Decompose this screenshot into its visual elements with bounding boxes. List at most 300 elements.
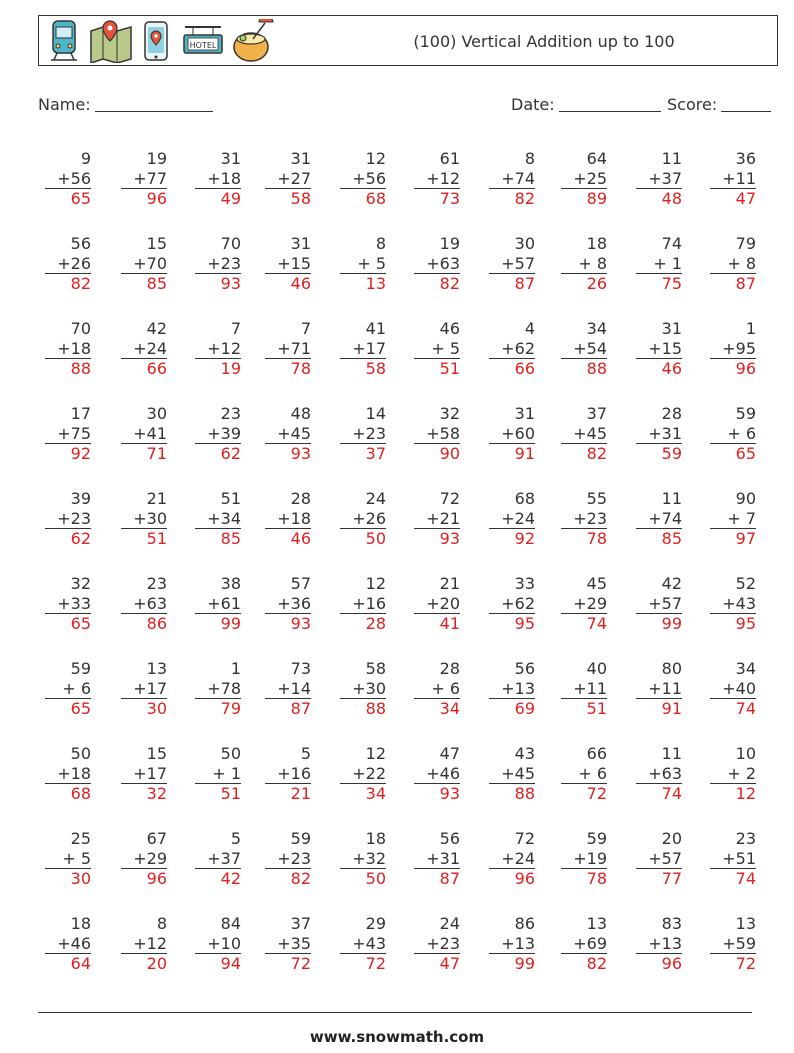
answer: 85 bbox=[195, 528, 241, 549]
addition-problem bbox=[636, 914, 682, 974]
addend-bottom: +27 bbox=[277, 168, 311, 188]
addition-problem bbox=[710, 149, 756, 209]
addition-problem bbox=[340, 914, 386, 974]
addition-problem bbox=[561, 319, 607, 379]
addition-problem bbox=[414, 574, 460, 634]
addend-top: 43 bbox=[514, 744, 535, 763]
answer: 19 bbox=[195, 358, 241, 379]
answer: 72 bbox=[265, 953, 311, 974]
addition-problem bbox=[265, 319, 311, 379]
addend-top: 34 bbox=[735, 659, 756, 678]
addend-top: 13 bbox=[735, 914, 756, 933]
addend-bottom: +22 bbox=[352, 763, 386, 783]
addition-problem bbox=[489, 659, 535, 719]
score-line[interactable] bbox=[721, 95, 771, 112]
addend-bottom: +23 bbox=[573, 508, 607, 528]
addend-top: 48 bbox=[290, 404, 311, 423]
addend-bottom: +17 bbox=[133, 763, 167, 783]
addition-problem bbox=[121, 574, 167, 634]
answer: 46 bbox=[636, 358, 682, 379]
addition-problem bbox=[636, 234, 682, 294]
addition-problem bbox=[710, 744, 756, 804]
addend-bottom: +95 bbox=[722, 338, 756, 358]
addend-top: 13 bbox=[146, 659, 167, 678]
answer: 65 bbox=[45, 188, 91, 209]
addition-problem bbox=[195, 319, 241, 379]
addend-bottom: +51 bbox=[722, 848, 756, 868]
addend-top: 11 bbox=[661, 744, 682, 763]
addend-bottom: +39 bbox=[207, 423, 241, 443]
addend-bottom: +23 bbox=[207, 253, 241, 273]
answer: 91 bbox=[489, 443, 535, 464]
answer: 96 bbox=[121, 188, 167, 209]
addition-problem bbox=[710, 574, 756, 634]
addend-bottom: +25 bbox=[573, 168, 607, 188]
addition-problem bbox=[195, 744, 241, 804]
answer: 93 bbox=[265, 613, 311, 634]
addend-top: 59 bbox=[735, 404, 756, 423]
addition-problem bbox=[121, 404, 167, 464]
addend-top: 36 bbox=[735, 149, 756, 168]
addend-bottom: +32 bbox=[352, 848, 386, 868]
answer: 20 bbox=[121, 953, 167, 974]
answer: 88 bbox=[489, 783, 535, 804]
addend-bottom: +56 bbox=[57, 168, 91, 188]
answer: 71 bbox=[121, 443, 167, 464]
addition-problem bbox=[710, 404, 756, 464]
addend-bottom: +78 bbox=[207, 678, 241, 698]
addend-bottom: +45 bbox=[501, 763, 535, 783]
addend-bottom: +31 bbox=[648, 423, 682, 443]
addend-bottom: +13 bbox=[648, 933, 682, 953]
addition-problem bbox=[489, 744, 535, 804]
addend-top: 15 bbox=[146, 234, 167, 253]
addition-problem bbox=[195, 829, 241, 889]
worksheet-title: (100) Vertical Addition up to 100 bbox=[413, 32, 675, 51]
answer: 50 bbox=[340, 868, 386, 889]
answer: 92 bbox=[45, 443, 91, 464]
addition-problem bbox=[265, 744, 311, 804]
addend-bottom: +40 bbox=[722, 678, 756, 698]
answer: 93 bbox=[195, 273, 241, 294]
answer: 91 bbox=[636, 698, 682, 719]
svg-text:HOTEL: HOTEL bbox=[189, 41, 217, 50]
answer: 48 bbox=[636, 188, 682, 209]
addend-top: 31 bbox=[290, 149, 311, 168]
addend-bottom: + 6 bbox=[62, 678, 91, 698]
answer: 92 bbox=[489, 528, 535, 549]
addition-problem bbox=[340, 489, 386, 549]
addend-bottom: +18 bbox=[57, 338, 91, 358]
date-field bbox=[511, 93, 661, 114]
addend-bottom: +61 bbox=[207, 593, 241, 613]
addend-bottom: +12 bbox=[133, 933, 167, 953]
score-field bbox=[667, 93, 771, 114]
addend-top: 45 bbox=[586, 574, 607, 593]
answer: 34 bbox=[340, 783, 386, 804]
addend-bottom: +26 bbox=[352, 508, 386, 528]
name-label: Name: bbox=[38, 95, 91, 114]
answer: 96 bbox=[636, 953, 682, 974]
addend-top: 52 bbox=[735, 574, 756, 593]
addition-problem bbox=[414, 319, 460, 379]
answer: 75 bbox=[636, 273, 682, 294]
answer: 87 bbox=[710, 273, 756, 294]
addition-problem bbox=[195, 574, 241, 634]
answer: 73 bbox=[414, 188, 460, 209]
train-icon bbox=[47, 19, 87, 63]
answer: 88 bbox=[561, 358, 607, 379]
addend-bottom: +71 bbox=[277, 338, 311, 358]
addend-top: 32 bbox=[439, 404, 460, 423]
addition-problem bbox=[45, 744, 91, 804]
addition-problem bbox=[45, 659, 91, 719]
addition-problem bbox=[45, 574, 91, 634]
addend-bottom: +30 bbox=[133, 508, 167, 528]
answer: 28 bbox=[340, 613, 386, 634]
addend-bottom: +41 bbox=[133, 423, 167, 443]
addend-top: 50 bbox=[70, 744, 91, 763]
name-line[interactable] bbox=[95, 95, 213, 112]
addend-top: 74 bbox=[661, 234, 682, 253]
addition-problem bbox=[45, 149, 91, 209]
addition-problem bbox=[710, 829, 756, 889]
answer: 47 bbox=[414, 953, 460, 974]
addition-problem bbox=[340, 149, 386, 209]
addend-top: 86 bbox=[514, 914, 535, 933]
addend-top: 18 bbox=[70, 914, 91, 933]
addend-top: 72 bbox=[514, 829, 535, 848]
answer: 62 bbox=[45, 528, 91, 549]
answer: 82 bbox=[561, 443, 607, 464]
date-line[interactable] bbox=[559, 95, 661, 112]
addition-problem bbox=[414, 404, 460, 464]
answer: 87 bbox=[489, 273, 535, 294]
addend-top: 21 bbox=[439, 574, 460, 593]
addition-problem bbox=[45, 404, 91, 464]
addend-top: 19 bbox=[146, 149, 167, 168]
addition-problem bbox=[489, 149, 535, 209]
answer: 93 bbox=[414, 528, 460, 549]
addend-top: 24 bbox=[439, 914, 460, 933]
addition-problem bbox=[265, 659, 311, 719]
answer: 42 bbox=[195, 868, 241, 889]
answer: 87 bbox=[265, 698, 311, 719]
addend-bottom: +45 bbox=[277, 423, 311, 443]
footer-divider bbox=[38, 1012, 752, 1013]
answer: 51 bbox=[414, 358, 460, 379]
addition-problem bbox=[121, 319, 167, 379]
addend-top: 28 bbox=[290, 489, 311, 508]
addend-top: 30 bbox=[146, 404, 167, 423]
addend-bottom: +11 bbox=[722, 168, 756, 188]
addend-top: 30 bbox=[514, 234, 535, 253]
addend-top: 80 bbox=[661, 659, 682, 678]
addend-bottom: +11 bbox=[648, 678, 682, 698]
addend-top: 23 bbox=[735, 829, 756, 848]
addition-problem bbox=[265, 914, 311, 974]
addition-problem bbox=[121, 829, 167, 889]
addition-problem bbox=[489, 829, 535, 889]
addition-problem bbox=[195, 149, 241, 209]
addition-problem bbox=[195, 489, 241, 549]
addend-bottom: +23 bbox=[277, 848, 311, 868]
addend-top: 33 bbox=[514, 574, 535, 593]
answer: 26 bbox=[561, 273, 607, 294]
addition-problem bbox=[45, 829, 91, 889]
addition-problem bbox=[414, 829, 460, 889]
addend-top: 20 bbox=[661, 829, 682, 848]
answer: 93 bbox=[414, 783, 460, 804]
addend-top: 7 bbox=[300, 319, 311, 338]
addend-bottom: +23 bbox=[352, 423, 386, 443]
addend-top: 13 bbox=[586, 914, 607, 933]
answer: 72 bbox=[561, 783, 607, 804]
addition-problem bbox=[636, 489, 682, 549]
addition-problem bbox=[710, 489, 756, 549]
addition-problem bbox=[195, 404, 241, 464]
addition-problem bbox=[561, 149, 607, 209]
addition-problem bbox=[45, 914, 91, 974]
addend-top: 4 bbox=[524, 319, 535, 338]
addition-problem bbox=[195, 659, 241, 719]
addend-top: 37 bbox=[290, 914, 311, 933]
addition-problem bbox=[561, 659, 607, 719]
addend-bottom: +74 bbox=[501, 168, 535, 188]
addition-problem bbox=[340, 574, 386, 634]
addend-bottom: + 8 bbox=[727, 253, 756, 273]
addend-bottom: + 1 bbox=[212, 763, 241, 783]
answer: 99 bbox=[489, 953, 535, 974]
addend-bottom: +16 bbox=[277, 763, 311, 783]
addend-bottom: +23 bbox=[57, 508, 91, 528]
answer: 85 bbox=[121, 273, 167, 294]
addend-top: 31 bbox=[220, 149, 241, 168]
addition-problem bbox=[414, 489, 460, 549]
addend-top: 55 bbox=[586, 489, 607, 508]
addend-top: 19 bbox=[439, 234, 460, 253]
answer: 49 bbox=[195, 188, 241, 209]
addend-top: 28 bbox=[661, 404, 682, 423]
addend-bottom: +46 bbox=[57, 933, 91, 953]
score-label: Score: bbox=[667, 95, 718, 114]
addition-problem bbox=[414, 149, 460, 209]
footer-site: www.snowmath.com bbox=[309, 1028, 485, 1046]
answer: 78 bbox=[561, 528, 607, 549]
addend-bottom: +29 bbox=[573, 593, 607, 613]
addition-problem bbox=[121, 914, 167, 974]
addend-bottom: + 5 bbox=[62, 848, 91, 868]
answer: 78 bbox=[265, 358, 311, 379]
addend-bottom: + 6 bbox=[578, 763, 607, 783]
answer: 77 bbox=[636, 868, 682, 889]
answer: 64 bbox=[45, 953, 91, 974]
addend-top: 23 bbox=[146, 574, 167, 593]
addend-top: 64 bbox=[586, 149, 607, 168]
addend-top: 90 bbox=[735, 489, 756, 508]
addend-bottom: +15 bbox=[277, 253, 311, 273]
addition-problem bbox=[489, 234, 535, 294]
answer: 66 bbox=[489, 358, 535, 379]
answer: 51 bbox=[195, 783, 241, 804]
addend-bottom: +63 bbox=[648, 763, 682, 783]
addend-top: 56 bbox=[439, 829, 460, 848]
addend-top: 14 bbox=[365, 404, 386, 423]
addend-bottom: +57 bbox=[648, 848, 682, 868]
answer: 74 bbox=[710, 698, 756, 719]
answer: 93 bbox=[265, 443, 311, 464]
addition-problem bbox=[265, 574, 311, 634]
addend-bottom: +18 bbox=[277, 508, 311, 528]
addend-bottom: +24 bbox=[501, 508, 535, 528]
answer: 94 bbox=[195, 953, 241, 974]
answer: 95 bbox=[710, 613, 756, 634]
addend-bottom: +24 bbox=[133, 338, 167, 358]
addition-problem bbox=[265, 234, 311, 294]
answer: 37 bbox=[340, 443, 386, 464]
addend-bottom: +69 bbox=[573, 933, 607, 953]
addend-top: 8 bbox=[375, 234, 386, 253]
addition-problem bbox=[195, 914, 241, 974]
answer: 74 bbox=[710, 868, 756, 889]
addend-bottom: + 7 bbox=[727, 508, 756, 528]
addend-top: 34 bbox=[586, 319, 607, 338]
addend-bottom: +20 bbox=[426, 593, 460, 613]
addition-problem bbox=[636, 744, 682, 804]
addend-bottom: +37 bbox=[207, 848, 241, 868]
addition-problem bbox=[265, 149, 311, 209]
addend-top: 10 bbox=[735, 744, 756, 763]
addition-problem bbox=[710, 914, 756, 974]
answer: 82 bbox=[45, 273, 91, 294]
addend-top: 73 bbox=[290, 659, 311, 678]
addend-top: 7 bbox=[230, 319, 241, 338]
addend-bottom: +11 bbox=[573, 678, 607, 698]
answer: 13 bbox=[340, 273, 386, 294]
addend-bottom: +10 bbox=[207, 933, 241, 953]
addend-top: 84 bbox=[220, 914, 241, 933]
addend-bottom: +54 bbox=[573, 338, 607, 358]
addition-problem bbox=[561, 404, 607, 464]
addend-top: 17 bbox=[70, 404, 91, 423]
addition-problem bbox=[121, 149, 167, 209]
addend-top: 72 bbox=[439, 489, 460, 508]
addend-top: 37 bbox=[586, 404, 607, 423]
addend-bottom: +33 bbox=[57, 593, 91, 613]
map-icon bbox=[89, 19, 129, 63]
addend-bottom: + 6 bbox=[431, 678, 460, 698]
addend-bottom: +60 bbox=[501, 423, 535, 443]
answer: 62 bbox=[195, 443, 241, 464]
addition-problem bbox=[414, 659, 460, 719]
answer: 58 bbox=[265, 188, 311, 209]
addend-bottom: +62 bbox=[501, 338, 535, 358]
addend-bottom: +30 bbox=[352, 678, 386, 698]
answer: 50 bbox=[340, 528, 386, 549]
addend-top: 46 bbox=[439, 319, 460, 338]
addend-top: 57 bbox=[290, 574, 311, 593]
addend-top: 70 bbox=[70, 319, 91, 338]
answer: 51 bbox=[121, 528, 167, 549]
addition-problem bbox=[340, 829, 386, 889]
addition-problem bbox=[121, 659, 167, 719]
answer: 34 bbox=[414, 698, 460, 719]
answer: 30 bbox=[121, 698, 167, 719]
addend-top: 1 bbox=[230, 659, 241, 678]
answer: 65 bbox=[710, 443, 756, 464]
answer: 99 bbox=[195, 613, 241, 634]
answer: 82 bbox=[265, 868, 311, 889]
addition-problem bbox=[636, 149, 682, 209]
addition-problem bbox=[636, 659, 682, 719]
addend-top: 5 bbox=[300, 744, 311, 763]
addition-problem bbox=[561, 829, 607, 889]
addend-top: 38 bbox=[220, 574, 241, 593]
addend-bottom: +13 bbox=[501, 678, 535, 698]
answer: 68 bbox=[45, 783, 91, 804]
addend-top: 21 bbox=[146, 489, 167, 508]
addend-bottom: + 5 bbox=[431, 338, 460, 358]
addend-bottom: +43 bbox=[722, 593, 756, 613]
answer: 66 bbox=[121, 358, 167, 379]
answer: 47 bbox=[710, 188, 756, 209]
addend-bottom: +70 bbox=[133, 253, 167, 273]
addition-problem bbox=[340, 234, 386, 294]
addition-problem bbox=[195, 234, 241, 294]
answer: 59 bbox=[636, 443, 682, 464]
addition-problem bbox=[45, 319, 91, 379]
addition-problem bbox=[710, 234, 756, 294]
hotel-sign-icon bbox=[181, 19, 221, 63]
addend-top: 58 bbox=[365, 659, 386, 678]
answer: 46 bbox=[265, 273, 311, 294]
addition-problem bbox=[561, 914, 607, 974]
addition-problem bbox=[340, 319, 386, 379]
addend-top: 31 bbox=[661, 319, 682, 338]
answer: 78 bbox=[561, 868, 607, 889]
answer: 86 bbox=[121, 613, 167, 634]
addend-bottom: +29 bbox=[133, 848, 167, 868]
addend-top: 83 bbox=[661, 914, 682, 933]
addend-bottom: +45 bbox=[573, 423, 607, 443]
addend-bottom: +31 bbox=[426, 848, 460, 868]
addend-bottom: + 1 bbox=[653, 253, 682, 273]
addend-top: 32 bbox=[70, 574, 91, 593]
addend-top: 59 bbox=[586, 829, 607, 848]
addition-problem bbox=[636, 404, 682, 464]
addend-top: 29 bbox=[365, 914, 386, 933]
addition-problem bbox=[265, 489, 311, 549]
addend-top: 18 bbox=[365, 829, 386, 848]
addend-top: 56 bbox=[514, 659, 535, 678]
addend-top: 67 bbox=[146, 829, 167, 848]
addend-top: 66 bbox=[586, 744, 607, 763]
addend-bottom: +46 bbox=[426, 763, 460, 783]
answer: 87 bbox=[414, 868, 460, 889]
addend-bottom: +58 bbox=[426, 423, 460, 443]
addend-top: 56 bbox=[70, 234, 91, 253]
answer: 46 bbox=[265, 528, 311, 549]
addend-bottom: +63 bbox=[133, 593, 167, 613]
coconut-drink-icon bbox=[231, 19, 271, 63]
answer: 96 bbox=[489, 868, 535, 889]
answer: 82 bbox=[561, 953, 607, 974]
addend-top: 11 bbox=[661, 149, 682, 168]
answer: 74 bbox=[636, 783, 682, 804]
addend-top: 31 bbox=[514, 404, 535, 423]
answer: 97 bbox=[710, 528, 756, 549]
addition-problem bbox=[45, 234, 91, 294]
